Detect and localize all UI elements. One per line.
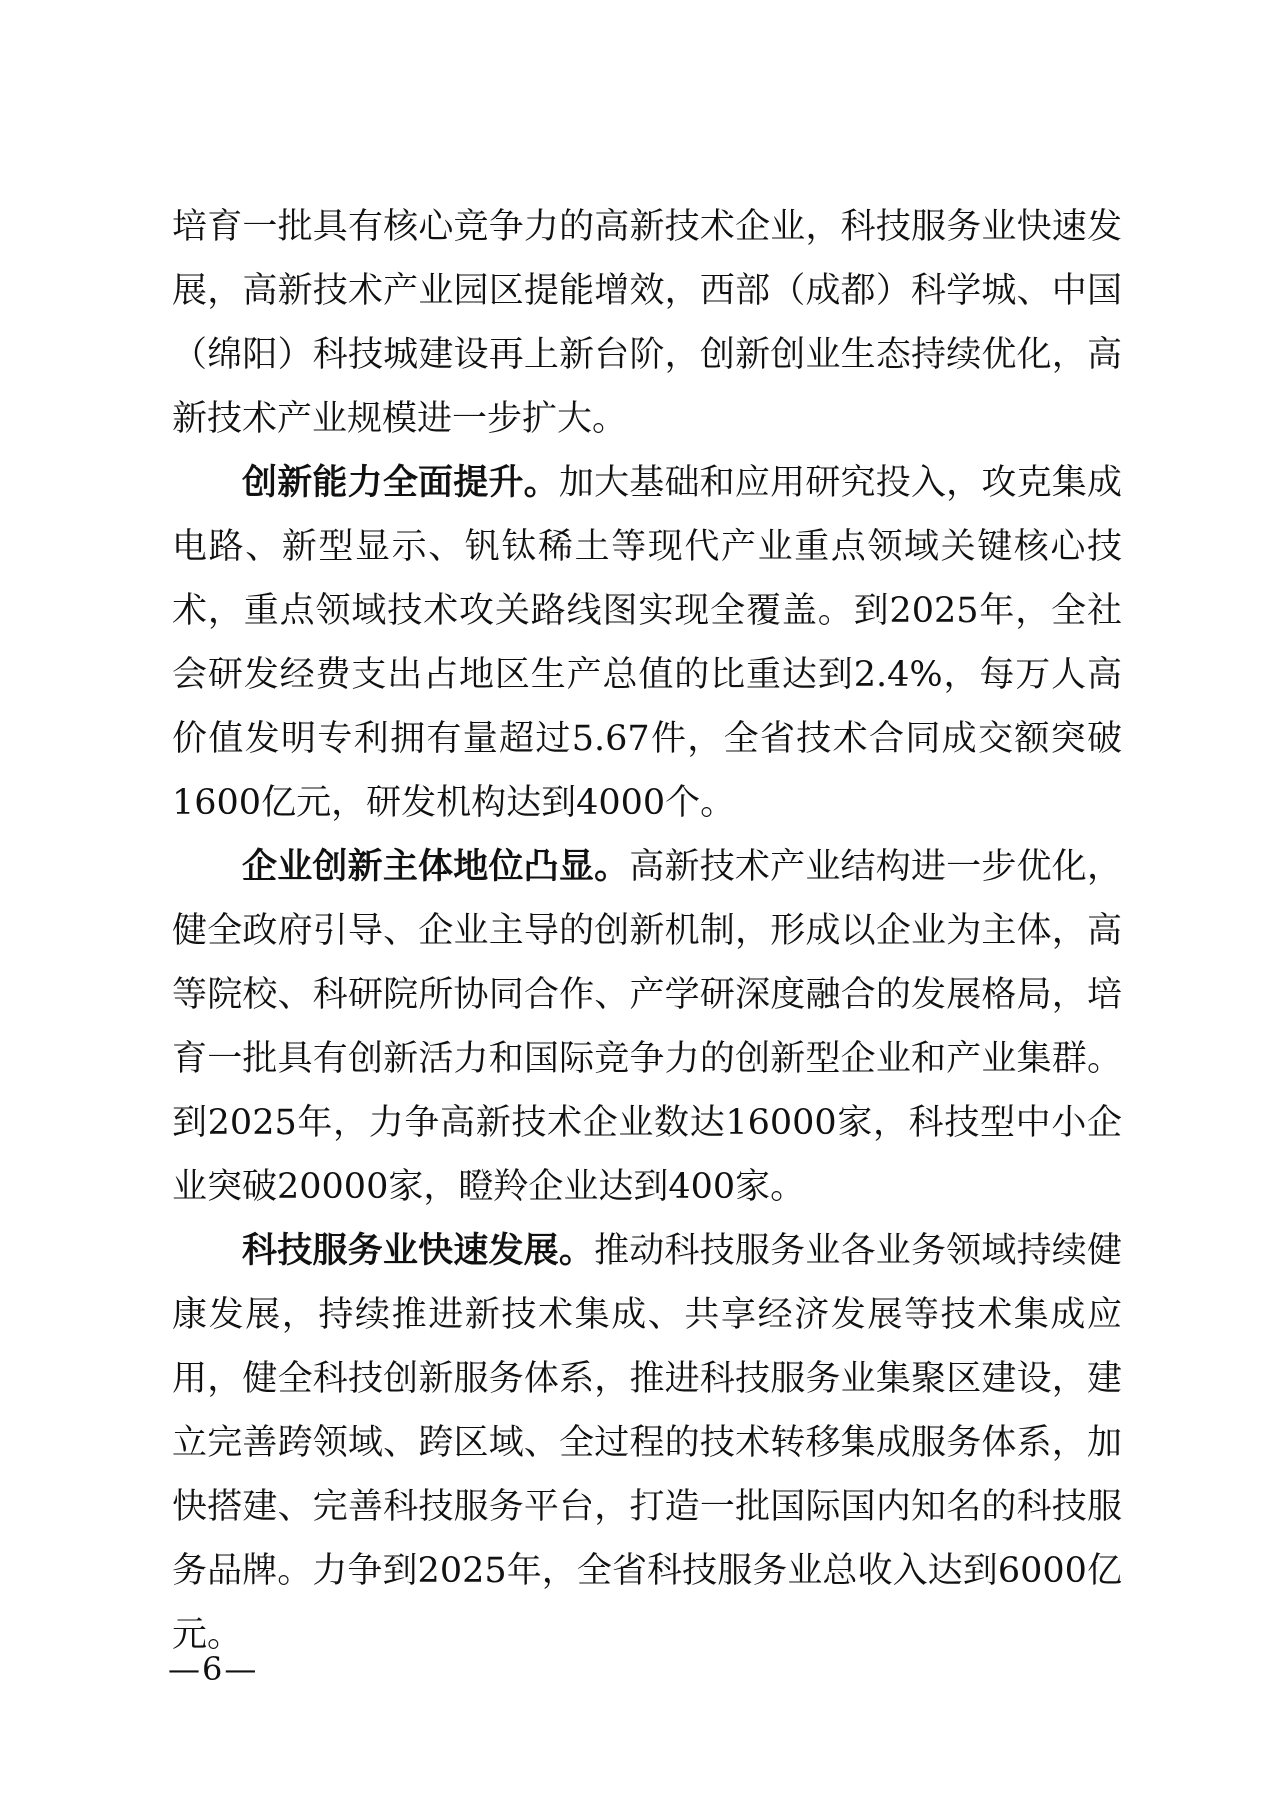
paragraph-text: 推动科技服务业各业务领域持续健康发展，持续推进新技术集成、共享经济发展等技术集成应用，健全科技创新服务体系，推进科技服务业集聚区建设，建立完善跨领域、跨区域、全过程的技术转移集成服务体系，加快搭建、完善科技服务平台，打造一批国际国内知名的科技服务品牌。力争到2025年，全省科技服务业总收入达到6000亿元。 [172, 1231, 1122, 1655]
paragraph-text: 高新技术产业结构进一步优化，健全政府引导、企业主导的创新机制，形成以企业为主体，高等院校、科研院所协同合作、产学研深度融合的发展格局，培育一批具有创新活力和国际竞争力的创新型企业和产业集群。到2025年，力争高新技术企业数达16000家，科技型中小企业突破20000家，瞪羚企业达到400家。 [172, 847, 1122, 1207]
page-number: —6— [168, 1650, 259, 1688]
paragraph-lead-heading: 创新能力全面提升。 [242, 463, 559, 503]
paragraph-continuation [172, 195, 1122, 451]
paragraph-innovation-capacity [172, 451, 1122, 835]
paragraph-lead-heading: 科技服务业快速发展。 [242, 1231, 595, 1271]
paragraph-text: 加大基础和应用研究投入，攻克集成电路、新型显示、钒钛稀土等现代产业重点领域关键核心技术，重点领域技术攻关路线图实现全覆盖。到2025年，全社会研发经费支出占地区生产总值的比重达到2.4%，每万人高价值发明专利拥有量超过5.67件，全省技术合同成交额突破1600亿元，研发机构达到4000个。 [172, 463, 1122, 823]
paragraph-tech-services [172, 1219, 1122, 1667]
paragraph-lead-heading: 企业创新主体地位凸显。 [242, 847, 630, 887]
document-body [172, 195, 1122, 1667]
paragraph-enterprise-innovation [172, 835, 1122, 1219]
paragraph-text: 培育一批具有核心竞争力的高新技术企业，科技服务业快速发展，高新技术产业园区提能增效，西部（成都）科学城、中国（绵阳）科技城建设再上新台阶，创新创业生态持续优化，高新技术产业规模进一步扩大。 [172, 207, 1122, 439]
